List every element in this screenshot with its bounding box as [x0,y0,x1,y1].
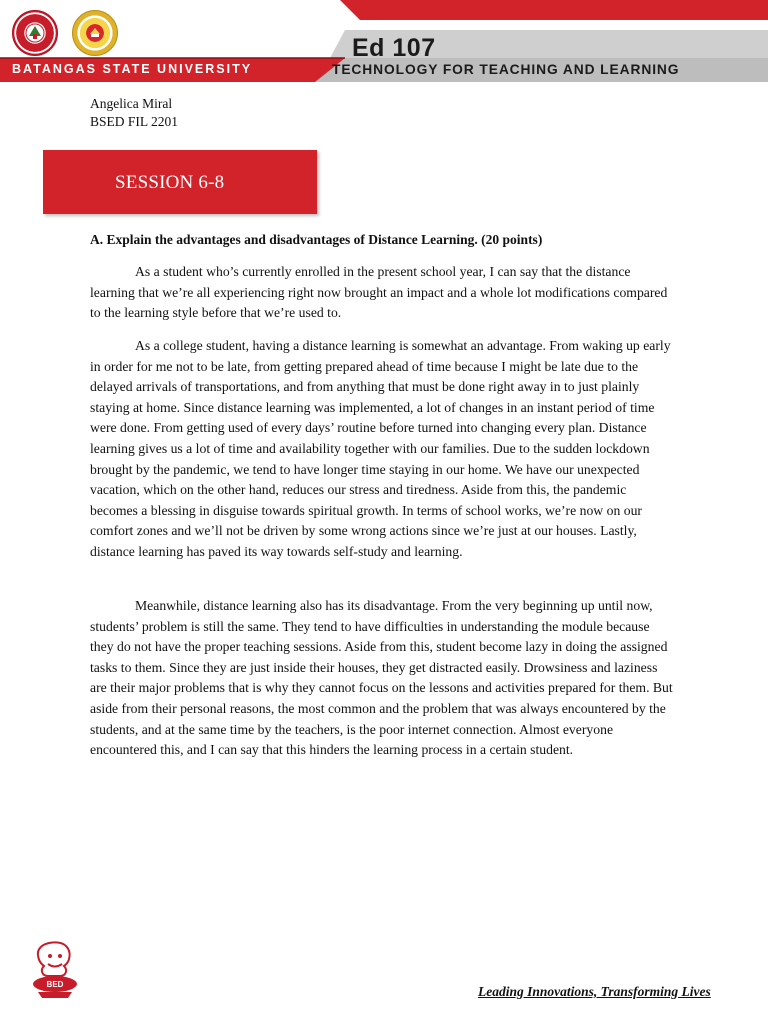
paragraph-advantages: As a college student, having a distance learning is somewhat an advantage. From waking up early in order for me not to be late, from getting prepared ahead of time because I might be late due to the delayed arrivals of transportations, and from anything that must be done right away in to just plainly staying at home. Since distance learning was implemented, a lot of changes in an instant period of time were done. From getting used of every days’ routine before turned into changing every plan. Distance learning gives us a lot of time and availability together with our families. Due to the sudden lockdown brought by the pandemic, we tend to have longer time staying in our home. We have our unexpected vacation, which on the other hand, reduces our stress and tiredness. Aside from this, the pandemic becomes a blessing in disguise towards spiritual growth. In terms of school works, we’re now on our comfort zones and we’ll not be driven by some wrong actions since we’re just at our houses. Lastly, distance learning has paved its way towards self-study and learning. [90,338,671,559]
student-section: BSED FIL 2201 [90,114,179,129]
paragraph-disadvantages: Meanwhile, distance learning also has its disadvantage. From the very beginning up until now, students’ problem is still the same. They tend to have difficulties in understanding the module because they do not have the proper teaching sessions. Aside from this, student become lazy in doing the assigned tasks to them. Since they are just inside their houses, they get distracted easily. Drowsiness and laziness are their major problems that is why they cannot focus on the lessons and activities prepared for them. But aside from their personal reasons, the most common and the problem that was always encountered by the students, and at the same time by the teachers, is the poor internet connection. Almost everyone encountered this, and I can say that this hinders the learning process in a certain student. [90,598,673,758]
university-name: BATANGAS STATE UNIVERSITY [12,62,253,76]
session-label: SESSION 6-8 [115,172,225,193]
document-header [0,0,768,82]
course-title: TECHNOLOGY FOR TEACHING AND LEARNING [332,62,680,77]
bsu-seal-logo [12,10,58,56]
bsu-seal-emblem-icon [20,18,50,48]
course-code: Ed 107 [352,34,436,62]
student-info [90,95,178,131]
paragraph-intro: As a student who’s currently enrolled in the present school year, I can say that the distance learning that we’re all experiencing right now brought an impact and a whole lot modifications compared to the learning style before that we’re used to. [90,264,668,321]
session-banner [43,150,317,214]
bed-badge-text: BED [46,980,64,989]
question-heading: A. Explain the advantages and disadvantages of Distance Learning. (20 points) [90,232,543,247]
footer-tagline: Leading Innovations, Transforming Lives [478,984,711,999]
bed-mascot-logo [30,940,80,1002]
student-name: Angelica Miral [90,96,173,111]
college-of-teacher-education-logo [72,10,118,56]
coe-emblem-icon [80,18,110,48]
